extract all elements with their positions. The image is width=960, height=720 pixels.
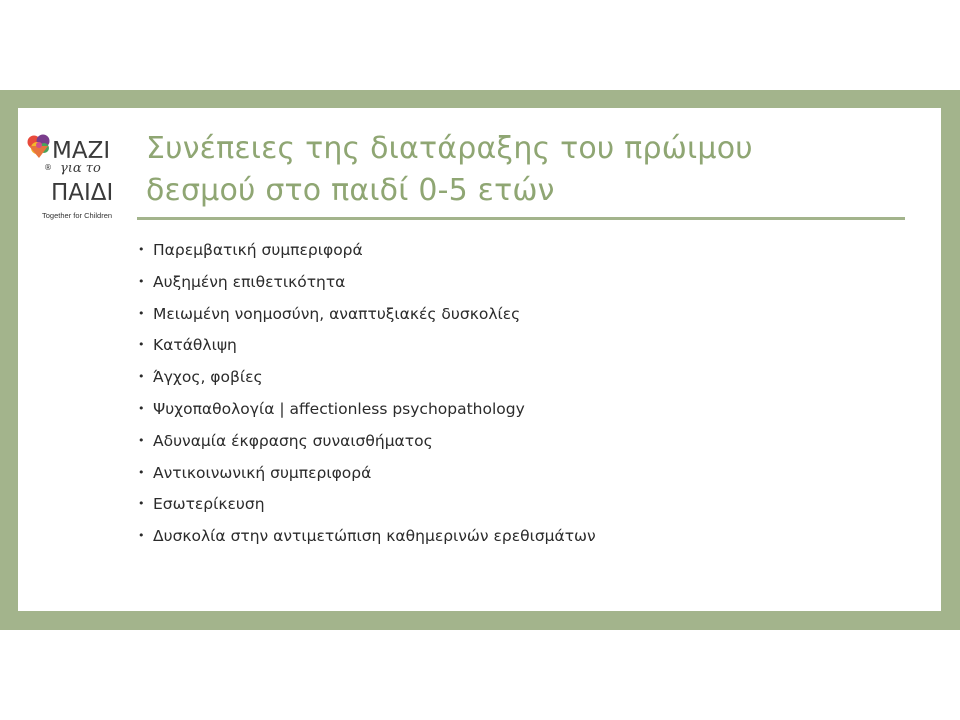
bullet-icon: • (138, 529, 145, 543)
title-line: δεσμού στο παιδί 0-5 ετών (146, 173, 555, 208)
bullet-item (134, 490, 596, 522)
bullet-text: Παρεμβατική συμπεριφορά (153, 241, 363, 259)
logo-tagline: Together for Children (42, 211, 113, 220)
bullet-text: Κατάθλιψη (153, 336, 237, 355)
bullet-item (134, 300, 596, 332)
bullet-text: Άγχος, φοβίες (153, 368, 263, 387)
bullet-item (134, 236, 596, 268)
bullet-text: Μειωμένη νοημοσύνη, αναπτυξιακές δυσκολίες (153, 304, 521, 323)
title-divider (137, 217, 905, 220)
logo-line-2: για το (60, 161, 101, 176)
slide-title (146, 128, 866, 212)
bullet-text: Ψυχοπαθολογία | affectionless psychopathology (153, 399, 525, 418)
logo-line-3: ΠΑΙΔΙ (51, 180, 114, 206)
bullet-text: Αδυναμία έκφρασης συναισθήματος (153, 431, 433, 450)
bullet-item (134, 459, 596, 491)
bullet-icon: • (138, 401, 145, 415)
bullet-item (134, 522, 596, 554)
bullet-icon: • (138, 274, 145, 288)
heart-icon (28, 135, 50, 159)
bullet-icon: • (138, 243, 145, 256)
bullet-item (134, 395, 596, 427)
bullet-text: Εσωτερίκευση (153, 495, 265, 514)
bullet-text: Δυσκολία στην αντιμετώπιση καθημερινών ερεθισμάτων (153, 527, 596, 546)
bullet-icon: • (138, 433, 145, 447)
bullet-icon: • (138, 497, 145, 511)
bullet-item (134, 427, 596, 459)
bullet-text: Αντικοινωνική συμπεριφορά (153, 463, 372, 482)
logo-line-1: ΜΑΖΙ (52, 138, 111, 164)
bullet-icon: • (138, 306, 145, 320)
bullet-list (134, 236, 596, 554)
bullet-icon: • (138, 465, 145, 479)
bullet-icon: • (138, 338, 145, 352)
logo-registered-mark: ® (44, 163, 52, 172)
bullet-item (134, 331, 596, 363)
bullet-item (134, 268, 596, 300)
bullet-icon: • (138, 370, 145, 384)
title-line: Συνέπειες της διατάραξης του πρώιμου (146, 131, 753, 166)
bullet-item (134, 363, 596, 395)
bullet-text: Αυξημένη επιθετικότητα (153, 272, 346, 291)
brand-logo (24, 130, 124, 220)
